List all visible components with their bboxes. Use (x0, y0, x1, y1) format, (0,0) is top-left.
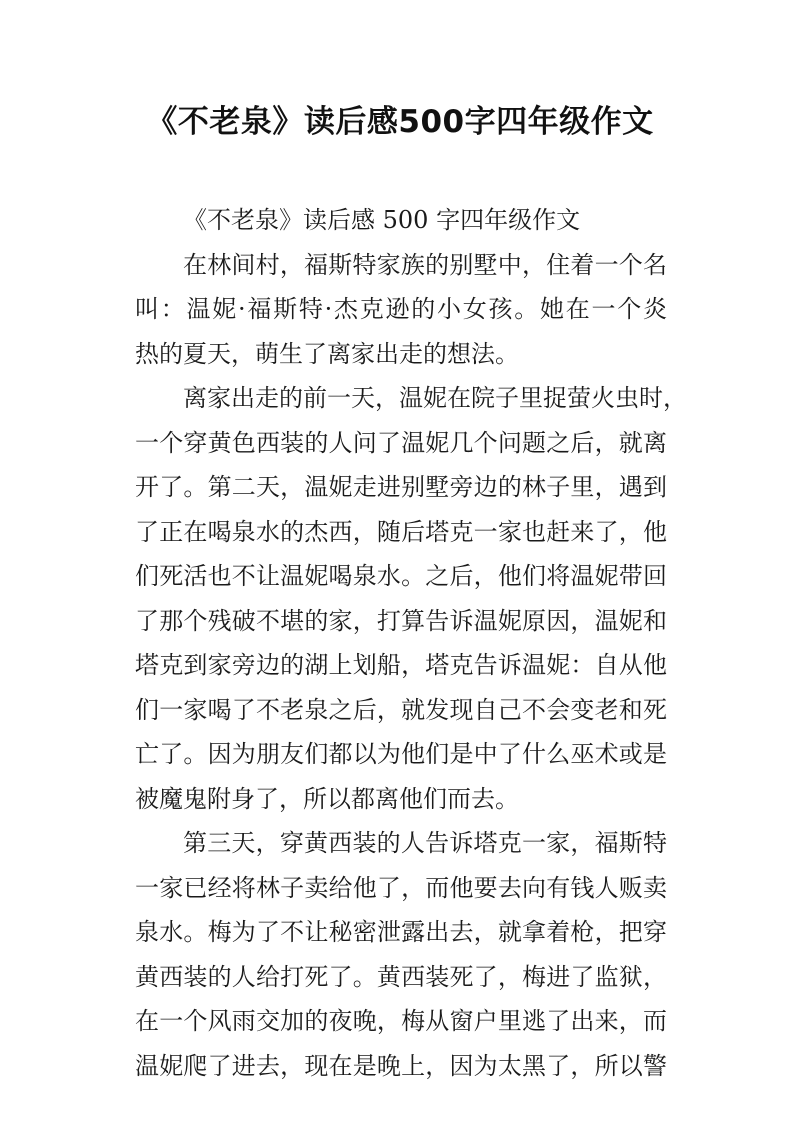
paragraph-line: 了正在喝泉水的杰西，随后塔克一家也赶来了，他 (135, 517, 667, 546)
paragraph-line: 们死活也不让温妮喝泉水。之后，他们将温妮带回 (135, 562, 667, 590)
paragraph-1 (135, 243, 667, 377)
paragraph-line: 第三天，穿黄西装的人告诉塔克一家，福斯特 (183, 829, 667, 857)
paragraph-line: 叫：温妮·福斯特·杰克逊的小女孩。她在一个炎 (135, 295, 667, 323)
paragraph-line: 离家出走的前一天，温妮在院子里捉萤火虫时， (183, 384, 687, 412)
paragraph-line: 开了。第二天，温妮走进别墅旁边的林子里，遇到 (135, 473, 667, 501)
paragraph-line: 塔克到家旁边的湖上划船，塔克告诉温妮：自从他 (135, 651, 667, 679)
paragraph-3 (135, 821, 667, 1088)
paragraph-line: 热的夏天，萌生了离家出走的想法。 (135, 339, 519, 368)
paragraph-line: 在一个风雨交加的夜晚，梅从窗户里逃了出来，而 (135, 1007, 667, 1035)
page-title: 《不老泉》读后感500字四年级作文 (146, 104, 654, 140)
document-body (135, 198, 687, 1088)
paragraph-line: 一个穿黄色西装的人问了温妮几个问题之后，就离 (135, 428, 667, 457)
paragraph-line: 泉水。梅为了不让秘密泄露出去，就拿着枪，把穿 (135, 918, 667, 946)
paragraph-line: 们一家喝了不老泉之后，就发现自己不会变老和死 (135, 695, 667, 724)
paragraph-line: 黄西装的人给打死了。黄西装死了，梅进了监狱， (135, 962, 667, 991)
paragraph-line: 亡了。因为朋友们都以为他们是中了什么巫术或是 (135, 740, 667, 768)
paragraph-line: 在林间村，福斯特家族的别墅中，住着一个名 (183, 250, 667, 279)
paragraph-line: 被魔鬼附身了，所以都离他们而去。 (135, 784, 519, 813)
paragraph-line: 一家已经将林子卖给他了，而他要去向有钱人贩卖 (135, 873, 667, 902)
document-subtitle: 《不老泉》读后感 500 字四年级作文 (183, 206, 581, 234)
paragraph-line: 了那个残破不堪的家，打算告诉温妮原因，温妮和 (135, 606, 667, 635)
paragraph-line: 温妮爬了进去，现在是晚上，因为太黑了，所以警 (135, 1051, 667, 1080)
paragraph-2 (135, 376, 687, 821)
